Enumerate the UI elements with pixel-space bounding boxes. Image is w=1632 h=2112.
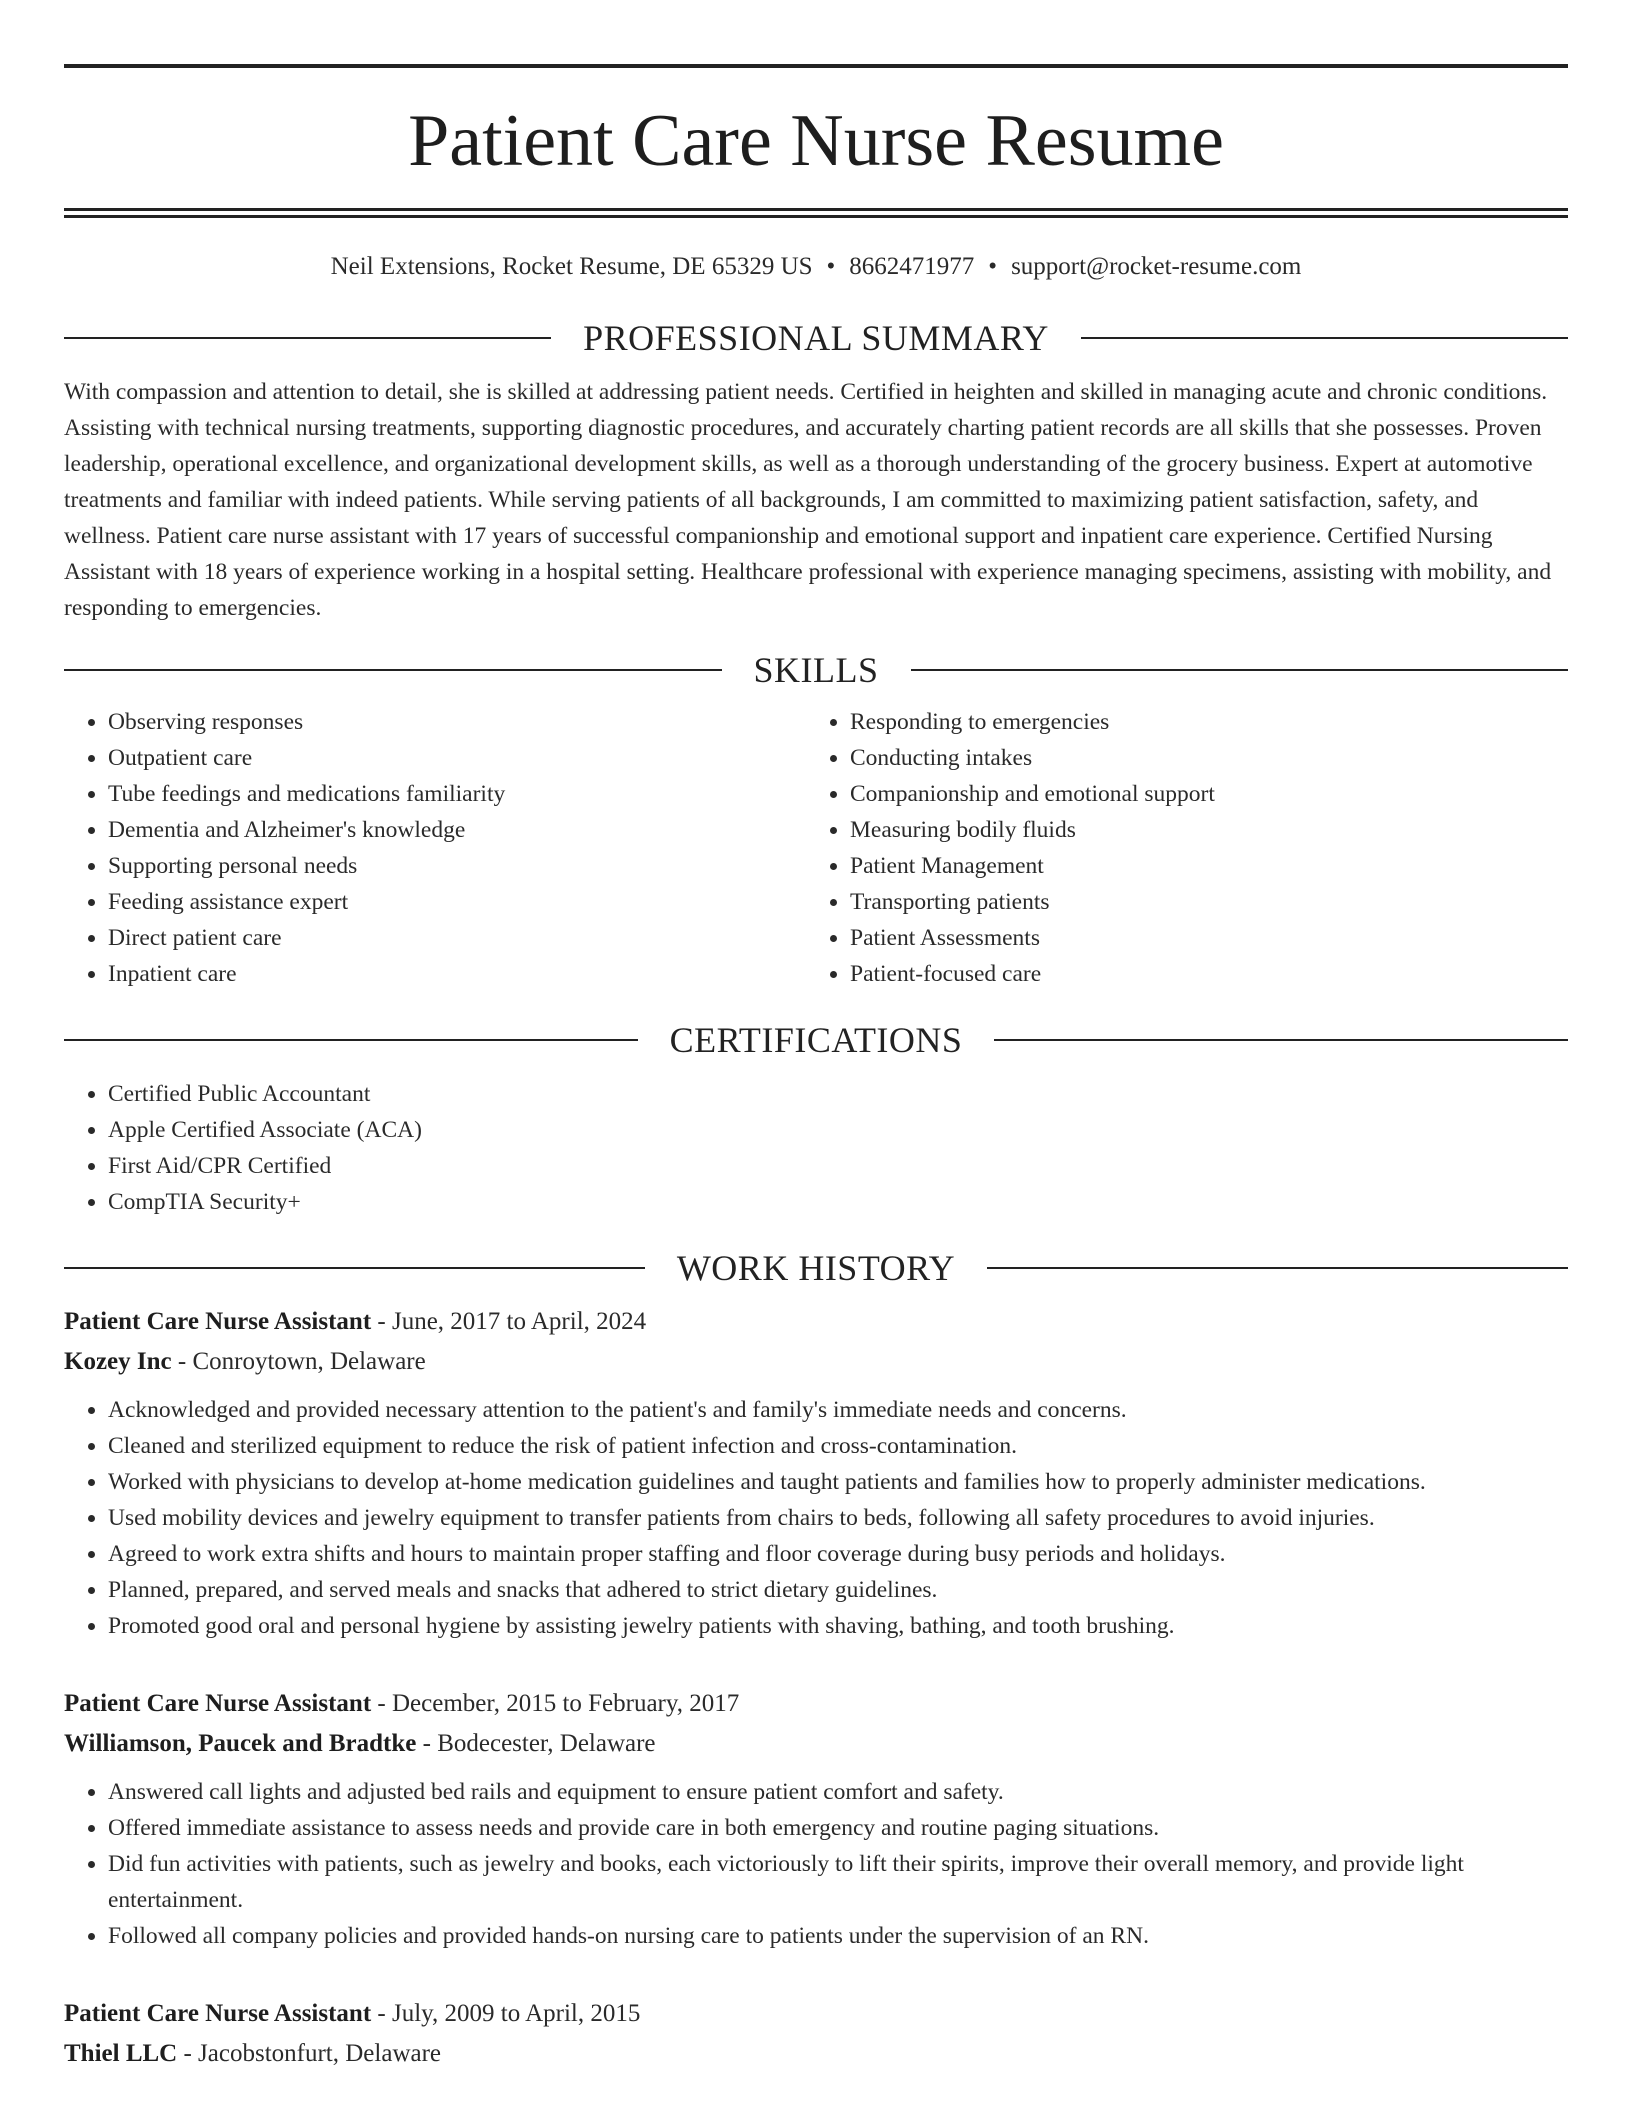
section-rule (994, 1039, 1568, 1041)
job-location: - Jacobstonfurt, Delaware (177, 2040, 442, 2067)
job-title: Patient Care Nurse Assistant (64, 1308, 372, 1335)
job-dates: - December, 2015 to February, 2017 (371, 1690, 740, 1717)
skill-item: • Companionship and emotional support (850, 776, 1548, 812)
section-header-work-history (64, 1246, 1568, 1290)
section-rule (64, 337, 551, 339)
skill-item: • Patient Management (850, 848, 1548, 884)
job-company-line (64, 1724, 1568, 1764)
job-title-line (64, 1684, 1568, 1724)
skills-column-left (64, 704, 806, 992)
section-rule (911, 669, 1569, 671)
contact-separator: • (988, 253, 998, 280)
skill-item: • Direct patient care (108, 920, 806, 956)
professional-summary-text: With compassion and attention to detail, she is skilled at addressing patient needs. Certified in heighten and skilled in managing acute and chronic conditions. Assisting with technical nursing treatments, supporting diagnostic procedures, and accurately charting patient records are all skills that she possesses. Proven leadership, operational excellence, and organizational development skills, as well as a thorough understanding of the grocery business. Expert at automotive treatments and familiar with indeed patients. While serving patients of all backgrounds, I am committed to maximizing patient satisfaction, safety, and wellness. Patient care nurse assistant with 17 years of successful companionship and emotional support and inpatient care experience. Certified Nursing Assistant with 18 years of experience working in a hospital setting. Healthcare professional with experience managing specimens, assisting with mobility, and responding to emergencies. (64, 379, 1552, 621)
job-bullet: • Answered call lights and adjusted bed rails and equipment to ensure patient comfort and safety. (108, 1774, 1568, 1810)
job-company: Williamson, Paucek and Bradtke (64, 1730, 417, 1757)
certification-item: • Apple Certified Associate (ACA) (108, 1112, 1568, 1148)
skill-item: • Transporting patients (850, 884, 1548, 920)
skill-item: • Measuring bodily fluids (850, 812, 1548, 848)
contact-line (64, 252, 1568, 282)
job-location: - Bodecester, Delaware (416, 1730, 656, 1757)
section-header-skills (64, 648, 1568, 692)
job-bullet: • Promoted good oral and personal hygiene by assisting jewelry patients with shaving, bathing, and tooth brushing. (108, 1608, 1568, 1644)
certification-item: • First Aid/CPR Certified (108, 1148, 1568, 1184)
section-rule (64, 1267, 645, 1269)
job-dates: - June, 2017 to April, 2024 (371, 1308, 647, 1335)
job-bullet: • Acknowledged and provided necessary attention to the patient's and family's immediate needs and concerns. (108, 1392, 1568, 1428)
skills-list (64, 704, 1568, 992)
section-rule (1081, 337, 1568, 339)
skill-item: • Responding to emergencies (850, 704, 1548, 740)
job-bullet: • Cleaned and sterilized equipment to reduce the risk of patient infection and cross-contamination. (108, 1428, 1568, 1464)
certifications-list (64, 1076, 1568, 1220)
job-bullet: • Followed all company policies and provided hands-on nursing care to patients under the supervision of an RN. (108, 1918, 1568, 1954)
section-header-certifications (64, 1018, 1568, 1062)
title-double-rule (64, 208, 1568, 218)
skill-item: • Observing responses (108, 704, 806, 740)
job-company-line (64, 2034, 1568, 2074)
section-title: CERTIFICATIONS (669, 1020, 963, 1060)
section-title: PROFESSIONAL SUMMARY (583, 318, 1049, 358)
skills-column-right (806, 704, 1548, 992)
section-title: WORK HISTORY (676, 1248, 956, 1288)
section-rule (64, 1039, 638, 1041)
contact-separator: • (826, 253, 836, 280)
job-entry (64, 1684, 1568, 1954)
contact-email: support@rocket-resume.com (1011, 253, 1302, 280)
skill-item: • Feeding assistance expert (108, 884, 806, 920)
contact-phone: 8662471977 (849, 253, 975, 280)
skill-item: • Supporting personal needs (108, 848, 806, 884)
job-title-line (64, 1302, 1568, 1342)
job-bullet: • Planned, prepared, and served meals and snacks that adhered to strict dietary guidelines. (108, 1572, 1568, 1608)
job-location: - Conroytown, Delaware (171, 1348, 426, 1375)
certification-item: • Certified Public Accountant (108, 1076, 1568, 1112)
job-bullets (64, 1774, 1568, 1954)
job-bullet: • Used mobility devices and jewelry equipment to transfer patients from chairs to beds, following all safety procedures to avoid injuries. (108, 1500, 1568, 1536)
job-title: Patient Care Nurse Assistant (64, 1690, 372, 1717)
job-company-line (64, 1342, 1568, 1382)
section-header-summary (64, 316, 1568, 360)
job-entry (64, 1302, 1568, 1644)
job-bullet: • Agreed to work extra shifts and hours to maintain proper staffing and floor coverage during busy periods and holidays. (108, 1536, 1568, 1572)
skill-item: • Conducting intakes (850, 740, 1548, 776)
skill-item: • Patient Assessments (850, 920, 1548, 956)
certification-item: • CompTIA Security+ (108, 1184, 1568, 1220)
job-bullet: • Offered immediate assistance to assess needs and provide care in both emergency and routine paging situations. (108, 1810, 1568, 1846)
job-bullet: • Worked with physicians to develop at-home medication guidelines and taught patients and families how to properly administer medications. (108, 1464, 1568, 1500)
job-entry (64, 1994, 1568, 2074)
section-rule (64, 669, 722, 671)
resume-page (64, 0, 1568, 2074)
contact-address: Neil Extensions, Rocket Resume, DE 65329 US (330, 253, 813, 280)
skill-item: • Tube feedings and medications familiarity (108, 776, 806, 812)
job-title: Patient Care Nurse Assistant (64, 2000, 372, 2027)
skill-item: • Outpatient care (108, 740, 806, 776)
section-rule (987, 1267, 1568, 1269)
job-dates: - July, 2009 to April, 2015 (371, 2000, 641, 2027)
job-bullets (64, 1392, 1568, 1644)
skill-item: • Patient-focused care (850, 956, 1548, 992)
job-bullet: • Did fun activities with patients, such as jewelry and books, each victoriously to lift their spirits, improve their overall memory, and provide light entertainment. (108, 1846, 1568, 1918)
job-title-line (64, 1994, 1568, 2034)
job-company: Kozey Inc (64, 1348, 172, 1375)
resume-title: Patient Care Nurse Resume (408, 100, 1224, 182)
skill-item: • Dementia and Alzheimer's knowledge (108, 812, 806, 848)
section-title: SKILLS (753, 650, 879, 690)
top-rule (64, 64, 1568, 68)
skill-item: • Inpatient care (108, 956, 806, 992)
job-company: Thiel LLC (64, 2040, 178, 2067)
